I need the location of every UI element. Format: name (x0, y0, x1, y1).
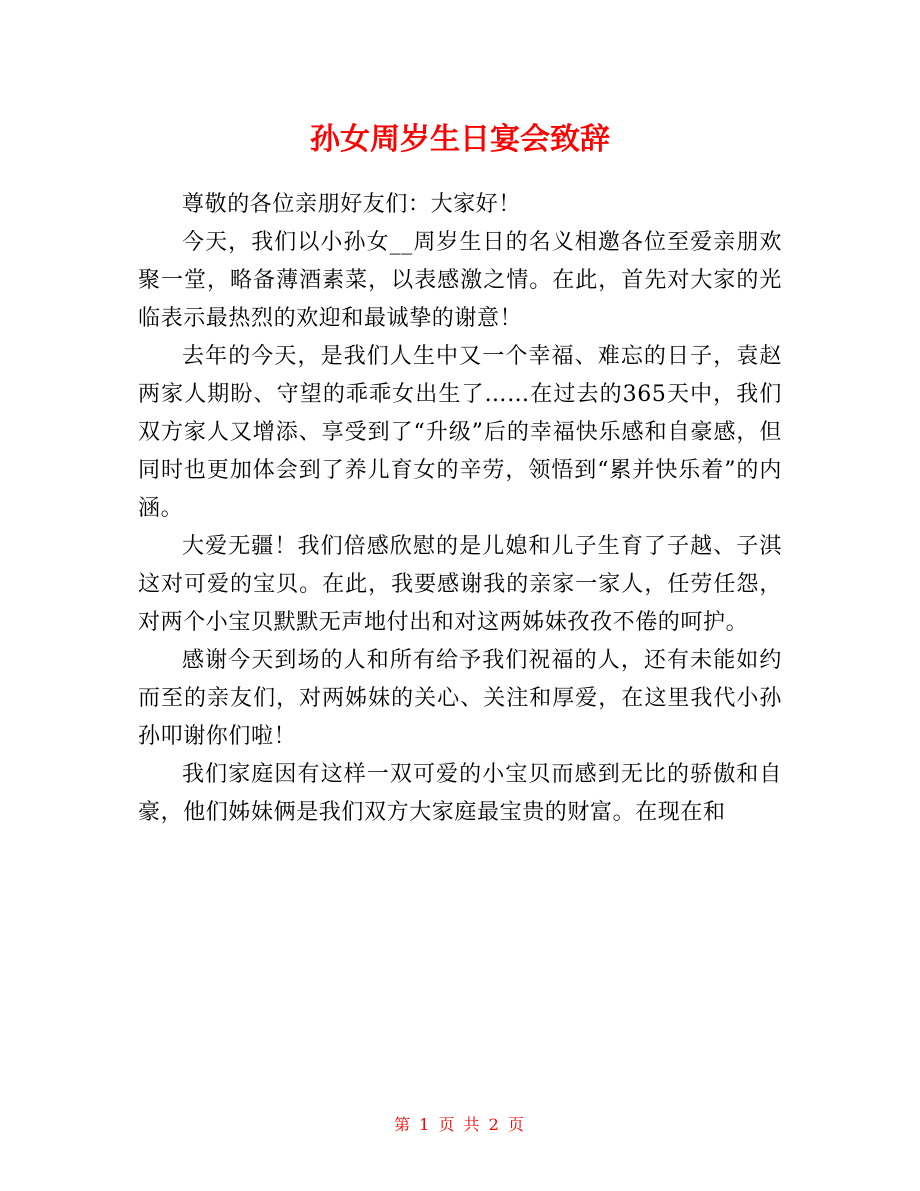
pride-paragraph: 我们家庭因有这样一双可爱的小宝贝而感到无比的骄傲和自豪，他们姊妹俩是我们双方大家庭最宝贵的财富。在现在和 (138, 762, 782, 825)
document-title: 孙女周岁生日宴会致辞 (310, 122, 610, 157)
birth-paragraph: 去年的今天，是我们人生中又一个幸福、难忘的日子，袁赵两家人期盼、守望的乖乖女出生了……在过去的365天中，我们双方家人又增添、享受到了“升级”后的幸福快乐感和自豪感，但同时也更加体会到了养儿育女的辛劳，领悟到“累并快乐着”的内涵。 (138, 344, 782, 521)
document-body (138, 186, 782, 832)
page-number-footer: 第 1 页 共 2 页 (394, 1115, 526, 1134)
gratitude-family-paragraph: 大爱无疆！我们倍感欣慰的是儿媳和儿子生育了子越、子淇这对可爱的宝贝。在此，我要感谢我的亲家一家人，任劳任怨，对两个小宝贝默默无声地付出和对这两姊妹孜孜不倦的呵护。 (138, 534, 782, 635)
thanks-guests-paragraph: 感谢今天到场的人和所有给予我们祝福的人，还有未能如约而至的亲友们，对两姊妹的关心、关注和厚爱，在这里我代小孙孙叩谢你们啦！ (138, 648, 782, 749)
greeting-paragraph: 尊敬的各位亲朋好友们：大家好！ (182, 192, 522, 217)
welcome-paragraph: 今天，我们以小孙女__周岁生日的名义相邀各位至爱亲朋欢聚一堂，略备薄酒素菜，以表感激之情。在此，首先对大家的光临表示最热烈的欢迎和最诚挚的谢意！ (138, 230, 782, 331)
